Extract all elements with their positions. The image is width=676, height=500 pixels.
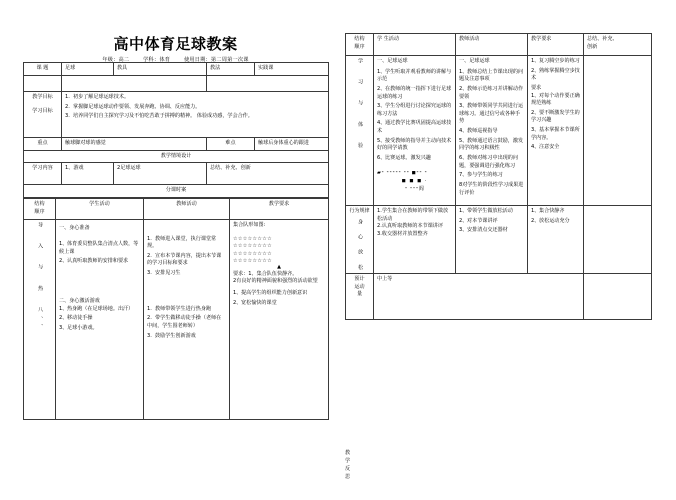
list-item: 5、接受教师的指导并主动向技术好的同学请教 (377, 137, 452, 152)
col-header-teacher: 教师活动 (456, 34, 528, 56)
table-row (346, 273, 652, 319)
table-row (24, 163, 329, 185)
content-value-1: 1、游戏 (62, 163, 114, 185)
meta-date: 使用日期：第二周第一次课 (183, 57, 249, 63)
table-row (24, 138, 329, 151)
list-item: 1、对每个动作要正确规范熟练 (531, 92, 580, 107)
requirement-list (233, 290, 325, 307)
list-item: 3.收交器材并放置整齐 (377, 230, 428, 237)
teaching-reflection: 教 学 反 思 (345, 450, 351, 480)
stage-label-relax: 行为规律 身 心 放 松 (346, 206, 374, 274)
goal-label (24, 92, 62, 138)
stage-label-learning: 学 习 与 体 验 (346, 56, 374, 206)
list-item: 2. 掌握脚足球运球动作要领、发展奔跑、协调、反应能力。 (65, 103, 201, 110)
requirement-list (531, 208, 580, 225)
student-section-2-title: 二、身心激活游戏 (59, 298, 100, 305)
table-row (24, 92, 329, 138)
list-item: 1、带领学生做放松活动 (459, 208, 513, 214)
key-point-value: 触球脚对球的感觉 (62, 138, 207, 151)
teacher-activity-list (459, 69, 524, 180)
table-row (24, 219, 329, 419)
method-label: 教法 (207, 63, 255, 76)
student-section-1-title: 一、身心准备 (59, 224, 90, 231)
summary-cell (584, 56, 652, 206)
meta-subject: 学科：体育 (143, 57, 171, 63)
list-item: 2、放松运动充分 (531, 217, 570, 224)
list-item: 3、基本掌握本节课所学内容。 (531, 127, 580, 141)
topic-value: 足球 (62, 63, 114, 76)
list-item: 1、集合快静齐 (531, 208, 565, 214)
col-header-requirement: 教学要求 (528, 34, 584, 56)
requirement-list (531, 58, 580, 83)
summary-label: 总结、补充、创新 (207, 163, 329, 185)
content-value-2: 2足球运球 (114, 163, 207, 185)
list-item: 2、移动徒手操 (59, 315, 93, 322)
requirement-cell (528, 56, 584, 206)
table-row (346, 56, 652, 206)
formation-diagram: ☆☆☆☆☆☆☆☆ ☆☆☆☆☆☆☆☆ ☆☆☆☆☆☆☆☆ ☆☆☆☆☆☆☆☆ (233, 236, 273, 264)
period-plan-title: 分课时案 (24, 185, 329, 198)
difficulty-value: 触球后身体重心的跟进 (255, 138, 329, 151)
list-item: 2、宽松愉快的课堂 (233, 299, 277, 306)
goal-list (62, 92, 329, 138)
list-item: 1、复习腾空步的练习 (531, 58, 580, 64)
meta-grade: 年级：高二 (102, 57, 130, 63)
behavior-label: 行为规律 (349, 208, 370, 214)
list-item: 4、通过教学比赛巩固提高运球技术 (377, 120, 452, 135)
list-item: 2、认真听取教师的安排和要求 (59, 258, 129, 265)
requirement-sub-title: 要求 (531, 84, 542, 91)
student-activity-cell (374, 206, 456, 274)
list-item: 2、对本节课讲评 (459, 217, 498, 224)
student-section-1-list (59, 241, 140, 266)
list-item: 2.认真听取教师的本节课讲评 (377, 223, 443, 230)
summary-cell (584, 273, 652, 319)
page-title: 高中体育足球教案 (113, 35, 238, 53)
list-item: 1. 教师进入课堂，执行课堂常规。 (147, 235, 217, 250)
table-row (24, 150, 329, 163)
col-header-teacher: 教师活动 (144, 199, 230, 219)
teacher-activity-cell (456, 206, 528, 274)
requirement-note-1: 要求：1、集合队伍快静齐。 (233, 270, 298, 277)
table-row (24, 185, 329, 198)
topic-spacer (24, 76, 62, 92)
student-activity-list (377, 69, 452, 163)
list-item: 2、要不断激发学生的学习兴趣 (531, 109, 580, 124)
list-item: 6、比赛运球。激发兴趣 (377, 155, 431, 162)
load-value: 中上等 (374, 273, 584, 319)
list-item: 2、教师示范练习并讲解动作要领 (459, 85, 524, 100)
list-item: 1、教师总结上节课出现的问题及注意事项 (459, 68, 524, 83)
stage-label-warmup: 导 入 与 热 八、、 (24, 219, 56, 419)
list-item: 3. 鼓励学生创新游戏 (147, 332, 196, 339)
col-header-structure: 结构 顺序 (346, 34, 374, 56)
list-item: 1.学生集合在教师的带领下做放松活动 (377, 208, 449, 222)
teacher-activity-list (459, 208, 524, 235)
teacher-activity-cell (456, 56, 528, 206)
aid-value (62, 76, 207, 92)
list-item: 3、足球小游戏。 (59, 325, 98, 332)
requirement-note-2: 2有良好的精神面貌和强烈的活动欲望 (233, 278, 318, 285)
list-item: 3. 安排见习生 (147, 270, 181, 277)
list-item: 2. 宣布本节课内容，提出本节课的学习目标和要求 (147, 252, 222, 267)
drill-diagram: ▰⁃ ⁃⁃⁃⁃⁃ ⁃⁃ ◼⁃⁃ ⁃ ◼ ◼ ◼ · ⁃ ⁃⁃⁃阎 (377, 169, 428, 192)
list-item: 2、熟练掌握腾空步技术 (531, 67, 580, 82)
list-item: 3、学生分组进行讨论探究运球的练习方法 (377, 103, 452, 117)
requirement-cell (528, 206, 584, 274)
goal-label-learning: 学习目标 (32, 107, 53, 114)
student-activity-cell (56, 219, 144, 419)
summary-cell (584, 206, 652, 274)
student-activity-cell (374, 56, 456, 206)
key-point-label: 重点 (24, 138, 62, 151)
list-item: 1、提高学生的组织能力创新意识 (233, 289, 308, 296)
teacher-section-title: 一、足球运球 (459, 58, 490, 64)
lesson-info-table (23, 62, 329, 198)
list-item: 1、学生听取并观看教师的讲解与示范 (377, 68, 452, 83)
list-item: 2、在教师的统一指挥下进行足球运球的练习 (377, 85, 452, 100)
list-item: 3、教师带领同学共同进行运球练习。通过信号或各种手势 (459, 103, 524, 125)
list-item: 1. 教师带领学生进行热身跑 (147, 305, 212, 312)
right-sheet (345, 33, 651, 320)
table-row (24, 76, 329, 92)
table-row (346, 34, 652, 56)
content-label: 学习内容 (24, 163, 62, 185)
right-plan-table (345, 33, 652, 320)
student-section-2-list (59, 306, 140, 333)
list-item: 5、教师通过语言鼓励，激发同学的练习积极性 (459, 137, 524, 152)
left-plan-table (23, 198, 329, 419)
list-item: 1. 初步了解足球运球技术。 (65, 94, 130, 100)
formation-title: 集合队形如图: (233, 221, 266, 228)
topic-label: 课 题 (24, 63, 62, 76)
evaluation-text: 8对学生的阶段性学习成果进行评价 (459, 181, 524, 196)
table-row (346, 206, 652, 274)
list-item: 4、注意安全 (531, 144, 560, 151)
load-label: 预计 运动 量 (346, 273, 374, 319)
list-item: 6、教师对练习中出现的问题，要强调进行强化练习 (459, 155, 518, 169)
left-sheet (23, 62, 328, 420)
list-item: 3. 培养同学们自主探究学习及不怕吃苦敢于拼搏的精神。 体验成功感，学会合作。 (65, 113, 253, 120)
col-header-student: 学生活动 (56, 199, 144, 219)
teacher-position-marker: ▲ (277, 264, 281, 271)
table-row (24, 63, 329, 76)
list-item: 3、安排清点交还器材 (459, 227, 508, 234)
difficulty-label: 难点 (207, 138, 255, 151)
col-header-requirement: 教学要求 (230, 199, 329, 219)
teacher-activity-cell (144, 219, 230, 419)
list-item: 2. 带学生做移动徒手操（老师在中间，学生围老师转） (147, 315, 222, 330)
method-spacer (207, 76, 329, 92)
requirement-cell (230, 219, 329, 419)
teacher-group-1-list (147, 236, 226, 278)
student-section-title: 一、足球运球 (377, 58, 408, 64)
table-row (24, 199, 329, 219)
teacher-group-2-list (147, 306, 226, 341)
col-header-student: 学 生活动 (374, 34, 456, 56)
requirement-sub-list (531, 93, 580, 152)
list-item: 1、体育委员整队集合清点人数，等候上课 (59, 241, 139, 255)
list-item: 4、教师巡视指导 (459, 128, 498, 135)
col-header-structure: 结构 顺序 (24, 199, 56, 219)
aid-label: 教具 (114, 63, 207, 76)
method-value: 实践课 (255, 63, 329, 76)
situation-design-title: 教学情境设计 (24, 150, 329, 163)
col-header-summary: 总结、补充、 创新 (584, 34, 652, 56)
list-item: 7、参与学生的练习 (459, 172, 503, 179)
list-item: 1、热身跑（在足球场地。出汗） (59, 305, 134, 312)
goal-label-teaching: 教学目标 (32, 94, 53, 100)
